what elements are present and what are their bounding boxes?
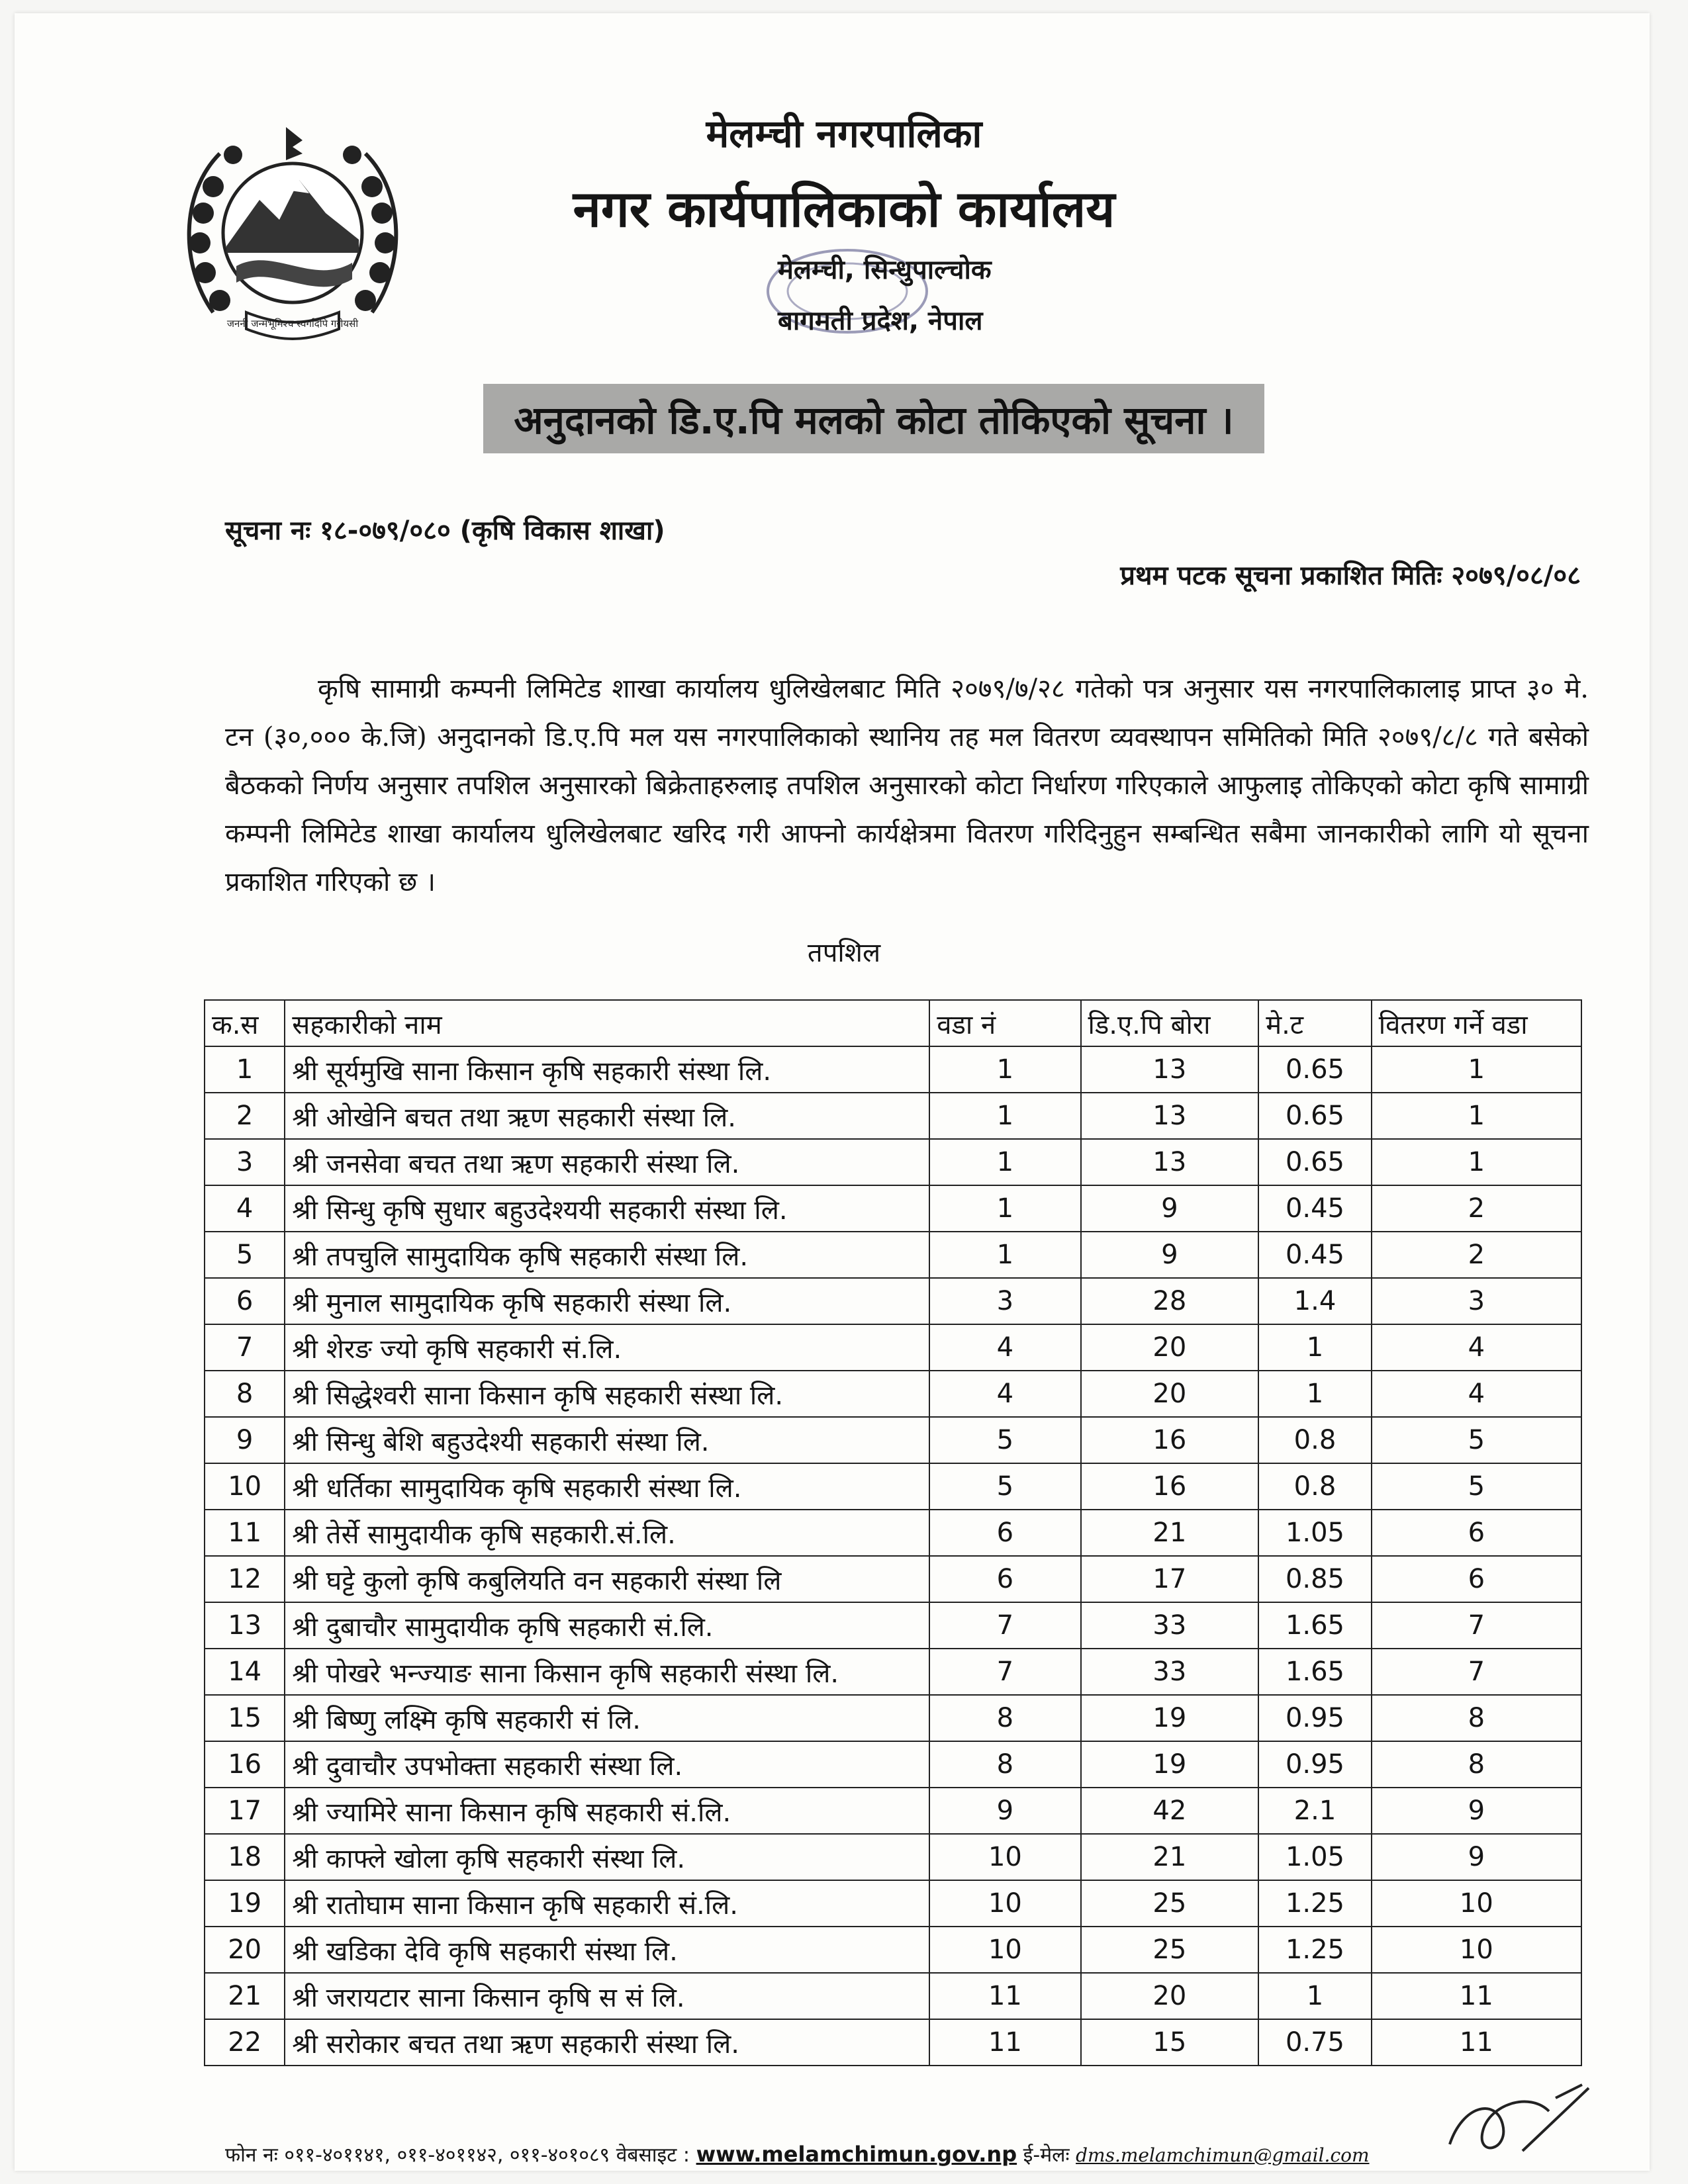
cell-serial: 22 [205,2019,285,2066]
cell-distribution-ward: 1 [1372,1093,1581,1139]
cell-dap-bags: 25 [1081,1880,1259,1927]
cell-ward: 8 [929,1741,1080,1788]
cell-serial: 21 [205,1973,285,2019]
cell-serial: 8 [205,1371,285,1417]
cell-ward: 10 [929,1834,1080,1880]
cell-dap-bags: 13 [1081,1139,1259,1185]
cell-metric-ton: 0.75 [1258,2019,1372,2066]
cell-cooperative-name: श्री सूर्यमुखि साना किसान कृषि सहकारी संस्था लि. [285,1046,929,1093]
cell-cooperative-name: श्री मुनाल सामुदायिक कृषि सहकारी संस्था लि. [285,1278,929,1324]
cell-distribution-ward: 11 [1372,1973,1581,2019]
table-row [205,1788,1581,1834]
cell-ward: 1 [929,1139,1080,1185]
cell-cooperative-name: श्री पोखरे भन्ज्याङ साना किसान कृषि सहकारी संस्था लि. [285,1649,929,1695]
cell-serial: 2 [205,1093,285,1139]
cell-ward: 4 [929,1324,1080,1371]
cell-cooperative-name: श्री ओखेनि बचत तथा ऋण सहकारी संस्था लि. [285,1093,929,1139]
table-row [205,1741,1581,1788]
cell-dap-bags: 20 [1081,1324,1259,1371]
notice-title: अनुदानको डि.ए.पि मलको कोटा तोकिएको सूचना । [514,398,1234,443]
cell-metric-ton: 1 [1258,1973,1372,2019]
cell-ward: 3 [929,1278,1080,1324]
table-row [205,1417,1581,1463]
cell-cooperative-name: श्री काफ्ले खोला कृषि सहकारी संस्था लि. [285,1834,929,1880]
cell-ward: 8 [929,1695,1080,1741]
cell-dap-bags: 13 [1081,1093,1259,1139]
cell-serial: 15 [205,1695,285,1741]
cell-serial: 16 [205,1741,285,1788]
cell-distribution-ward: 5 [1372,1463,1581,1510]
cell-distribution-ward: 4 [1372,1324,1581,1371]
cell-metric-ton: 1.4 [1258,1278,1372,1324]
cell-distribution-ward: 6 [1372,1510,1581,1556]
cell-dap-bags: 9 [1081,1185,1259,1232]
cell-serial: 19 [205,1880,285,1927]
col-header-serial: क.स [205,1000,285,1046]
cell-dap-bags: 33 [1081,1602,1259,1649]
cell-ward: 10 [929,1880,1080,1927]
col-header-ward: वडा नं [929,1000,1080,1046]
cell-serial: 18 [205,1834,285,1880]
cell-distribution-ward: 1 [1372,1046,1581,1093]
cell-distribution-ward: 9 [1372,1834,1581,1880]
cell-dap-bags: 21 [1081,1510,1259,1556]
cell-dap-bags: 17 [1081,1556,1259,1602]
cell-serial: 4 [205,1185,285,1232]
cell-ward: 5 [929,1463,1080,1510]
cell-cooperative-name: श्री तेर्से सामुदायीक कृषि सहकारी.सं.लि. [285,1510,929,1556]
footer-phone: फोन नः ०११-४०११४१, ०११-४०११४२, ०११-४०१०८९ वेबसाइट : [225,2144,690,2167]
footer-email-label: ई-मेलः [1023,2144,1070,2167]
table-row [205,1695,1581,1741]
publish-date: प्रथम पटक सूचना प्रकाशित मितिः २०७९/०८/०८ [1120,561,1581,591]
cell-metric-ton: 1.25 [1258,1880,1372,1927]
cell-cooperative-name: श्री शेरङ ज्यो कृषि सहकारी सं.लि. [285,1324,929,1371]
cell-serial: 11 [205,1510,285,1556]
cell-ward: 6 [929,1556,1080,1602]
cell-cooperative-name: श्री दुवाचौर उपभोक्ता सहकारी संस्था लि. [285,1741,929,1788]
table-row [205,1834,1581,1880]
cell-metric-ton: 0.65 [1258,1093,1372,1139]
cell-ward: 9 [929,1788,1080,1834]
cell-distribution-ward: 1 [1372,1139,1581,1185]
cell-ward: 1 [929,1046,1080,1093]
cell-metric-ton: 1.65 [1258,1649,1372,1695]
cell-serial: 20 [205,1927,285,1973]
cell-serial: 3 [205,1139,285,1185]
cell-metric-ton: 0.8 [1258,1463,1372,1510]
cell-distribution-ward: 9 [1372,1788,1581,1834]
cell-dap-bags: 15 [1081,2019,1259,2066]
col-header-distribution-ward: वितरण गर्ने वडा [1372,1000,1581,1046]
cell-distribution-ward: 11 [1372,2019,1581,2066]
cell-ward: 1 [929,1185,1080,1232]
cell-metric-ton: 1 [1258,1324,1372,1371]
signature-icon [1423,2078,1609,2164]
cell-cooperative-name: श्री जरायटार साना किसान कृषि स सं लि. [285,1973,929,2019]
cell-serial: 9 [205,1417,285,1463]
cell-serial: 10 [205,1463,285,1510]
cell-distribution-ward: 2 [1372,1232,1581,1278]
table-row [205,1185,1581,1232]
cell-ward: 11 [929,2019,1080,2066]
cell-ward: 7 [929,1602,1080,1649]
table-row [205,1324,1581,1371]
cell-dap-bags: 19 [1081,1741,1259,1788]
cell-distribution-ward: 2 [1372,1185,1581,1232]
cell-metric-ton: 1.25 [1258,1927,1372,1973]
cell-cooperative-name: श्री दुबाचौर सामुदायीक कृषि सहकारी सं.लि. [285,1602,929,1649]
cell-metric-ton: 0.65 [1258,1046,1372,1093]
cell-dap-bags: 20 [1081,1973,1259,2019]
notice-title-banner [483,384,1264,453]
cell-metric-ton: 0.45 [1258,1232,1372,1278]
cell-distribution-ward: 5 [1372,1417,1581,1463]
cell-dap-bags: 19 [1081,1695,1259,1741]
cell-ward: 7 [929,1649,1080,1695]
table-row [205,1371,1581,1417]
cell-cooperative-name: श्री बिष्णु लक्ष्मि कृषि सहकारी सं लि. [285,1695,929,1741]
footer-contact [225,2140,1370,2167]
notice-body: कृषि सामाग्री कम्पनी लिमिटेड शाखा कार्यालय धुलिखेलबाट मिति २०७९/७/२८ गतेको पत्र अनुसार यस नगरपालिकालाइ प्राप्त ३० मे. टन (३०,००० के.जि) अनुदानको डि.ए.पि मल यस नगरपालिकाको स्थानिय तह मल वितरण व्यवस्थापन समितिको मिति २०७९/८/८ गते बसेको बैठकको निर्णय अनुसार तपशिल अनुसारको बिक्रेताहरुलाइ तपशिल अनुसारको कोटा निर्धारण गरिएकाले आफुलाइ तोकिएको कोटा कृषि सामाग्री कम्पनी लिमिटेड शाखा कार्यालय धुलिखेलबाट खरिद गरी आफ्नो कार्यक्षेत्रमा वितरण गरिदिनुहुन सम्बन्धित सबैमा जानकारीको लागि यो सूचना प्रकाशित गरिएको छ । [225,674,1589,897]
cell-distribution-ward: 10 [1372,1880,1581,1927]
cell-cooperative-name: श्री सरोकार बचत तथा ऋण सहकारी संस्था लि. [285,2019,929,2066]
cell-dap-bags: 25 [1081,1927,1259,1973]
col-header-dap-bags: डि.ए.पि बोरा [1081,1000,1259,1046]
cell-dap-bags: 16 [1081,1417,1259,1463]
table-row [205,1556,1581,1602]
table-row [205,1649,1581,1695]
cell-serial: 5 [205,1232,285,1278]
quota-table [204,999,1582,2066]
cell-distribution-ward: 4 [1372,1371,1581,1417]
cell-dap-bags: 9 [1081,1232,1259,1278]
address-line-1: मेलम्ची, सिन्धुपाल्चोक [778,255,992,285]
cell-cooperative-name: श्री ज्यामिरे साना किसान कृषि सहकारी सं.लि. [285,1788,929,1834]
cell-distribution-ward: 10 [1372,1927,1581,1973]
cell-ward: 1 [929,1232,1080,1278]
cell-cooperative-name: श्री खडिका देवि कृषि सहकारी संस्था लि. [285,1927,929,1973]
table-row [205,1463,1581,1510]
notice-number: सूचना नः १८-०७९/०८० (कृषि विकास शाखा) [225,516,665,546]
table-row [205,2019,1581,2066]
table-row [205,1046,1581,1093]
cell-metric-ton: 0.65 [1258,1139,1372,1185]
footer-website-link[interactable]: www.melamchimun.gov.np [696,2142,1017,2167]
cell-metric-ton: 0.8 [1258,1417,1372,1463]
cell-metric-ton: 1.65 [1258,1602,1372,1649]
cell-serial: 12 [205,1556,285,1602]
cell-ward: 6 [929,1510,1080,1556]
cell-distribution-ward: 7 [1372,1602,1581,1649]
cell-cooperative-name: श्री सिन्धु कृषि सुधार बहुउदेश्ययी सहकारी संस्था लि. [285,1185,929,1232]
table-row [205,1232,1581,1278]
footer-email-link[interactable]: dms.melamchimun@gmail.com [1076,2144,1370,2166]
cell-serial: 7 [205,1324,285,1371]
cell-ward: 5 [929,1417,1080,1463]
cell-dap-bags: 20 [1081,1371,1259,1417]
table-row [205,1093,1581,1139]
table-row [205,1510,1581,1556]
table-row [205,1973,1581,2019]
cell-distribution-ward: 8 [1372,1741,1581,1788]
cell-distribution-ward: 6 [1372,1556,1581,1602]
table-row [205,1602,1581,1649]
table-row [205,1880,1581,1927]
table-row [205,1139,1581,1185]
cell-metric-ton: 0.85 [1258,1556,1372,1602]
municipality-name: मेलम्ची नगरपालिका [706,111,982,156]
cell-metric-ton: 0.95 [1258,1695,1372,1741]
cell-distribution-ward: 8 [1372,1695,1581,1741]
cell-cooperative-name: श्री सिद्धेश्वरी साना किसान कृषि सहकारी संस्था लि. [285,1371,929,1417]
office-name: नगर कार्यपालिकाको कार्यालय [573,179,1115,238]
col-header-metric-ton: मे.ट [1258,1000,1372,1046]
cell-metric-ton: 0.45 [1258,1185,1372,1232]
cell-cooperative-name: श्री घट्टे कुलो कृषि कबुलियति वन सहकारी संस्था लि [285,1556,929,1602]
emblem-motto: जननी जन्मभूमिश्च स्वर्गादपि गरीयसी [226,318,359,330]
cell-metric-ton: 1.05 [1258,1834,1372,1880]
cell-ward: 11 [929,1973,1080,2019]
cell-dap-bags: 21 [1081,1834,1259,1880]
cell-distribution-ward: 7 [1372,1649,1581,1695]
cell-metric-ton: 1 [1258,1371,1372,1417]
cell-serial: 1 [205,1046,285,1093]
cell-dap-bags: 42 [1081,1788,1259,1834]
cell-serial: 6 [205,1278,285,1324]
cell-cooperative-name: श्री जनसेवा बचत तथा ऋण सहकारी संस्था लि. [285,1139,929,1185]
col-header-cooperative: सहकारीको नाम [285,1000,929,1046]
cell-ward: 1 [929,1093,1080,1139]
table-header-row [205,1000,1581,1046]
cell-dap-bags: 33 [1081,1649,1259,1695]
cell-cooperative-name: श्री रातोघाम साना किसान कृषि सहकारी सं.लि. [285,1880,929,1927]
cell-metric-ton: 0.95 [1258,1741,1372,1788]
cell-cooperative-name: श्री तपचुलि सामुदायिक कृषि सहकारी संस्था लि. [285,1232,929,1278]
cell-metric-ton: 2.1 [1258,1788,1372,1834]
cell-serial: 13 [205,1602,285,1649]
cell-serial: 17 [205,1788,285,1834]
cell-ward: 10 [929,1927,1080,1973]
cell-metric-ton: 1.05 [1258,1510,1372,1556]
cell-dap-bags: 28 [1081,1278,1259,1324]
cell-ward: 4 [929,1371,1080,1417]
table-row [205,1927,1581,1973]
address-line-2: बागमती प्रदेश, नेपाल [778,306,983,336]
cell-cooperative-name: श्री सिन्धु बेशि बहुउदेश्यी सहकारी संस्था लि. [285,1417,929,1463]
cell-dap-bags: 16 [1081,1463,1259,1510]
cell-cooperative-name: श्री धर्तिका सामुदायिक कृषि सहकारी संस्था लि. [285,1463,929,1510]
cell-dap-bags: 13 [1081,1046,1259,1093]
cell-distribution-ward: 3 [1372,1278,1581,1324]
schedule-label: तपशिल [807,938,881,968]
cell-serial: 14 [205,1649,285,1695]
table-row [205,1278,1581,1324]
